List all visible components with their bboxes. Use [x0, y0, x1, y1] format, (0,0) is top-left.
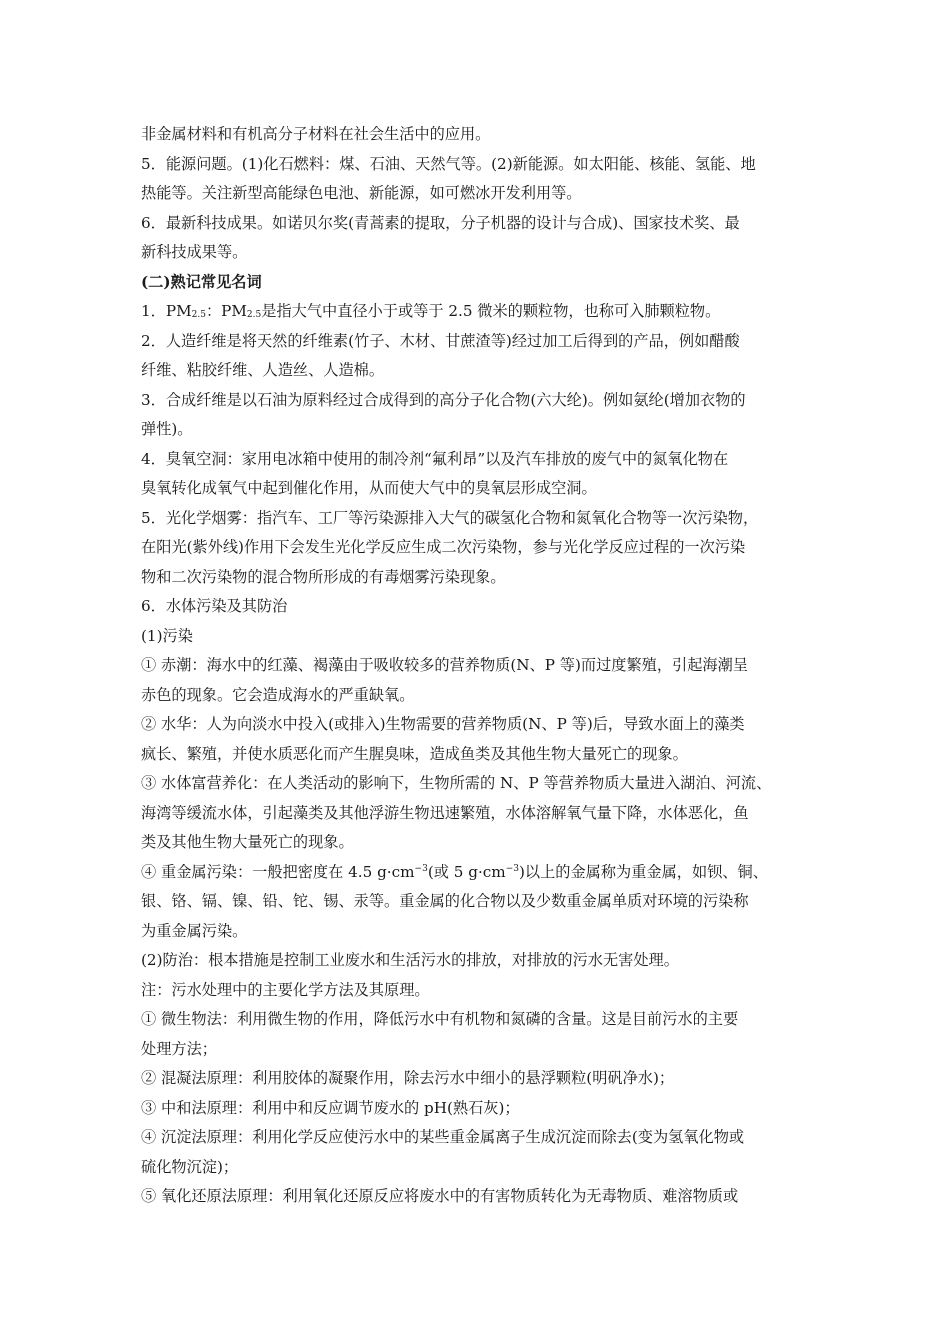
text-line: 弹性)。: [141, 420, 193, 438]
text-line: ③ 水体富营养化：在人类活动的影响下，生物所需的 N、P 等营养物质大量进入湖泊、河流、: [141, 774, 772, 792]
text-line: ① 微生物法：利用微生物的作用，降低污水中有机物和氮磷的含量。这是目前污水的主要: [141, 1010, 739, 1028]
text-line: ② 混凝法原理：利用胶体的凝聚作用，除去污水中细小的悬浮颗粒(明矾净水)；: [141, 1069, 675, 1087]
pm25-definition: 是指大气中直径小于或等于 2.5 微米的颗粒物，也称可入肺颗粒物。: [261, 302, 721, 320]
heavy-metal-line: [141, 858, 831, 888]
text-line: ④ 沉淀法原理：利用化学反应使污水中的某些重金属离子生成沉淀而除去(变为氢氧化物或: [141, 1128, 745, 1146]
text-line: 3．合成纤维是以石油为原料经过合成得到的高分子化合物(六大纶)。例如氨纶(增加衣物的: [141, 390, 746, 409]
text-line: 注：污水处理中的主要化学方法及其原理。: [141, 980, 430, 999]
text-line: 赤色的现象。它会造成海水的严重缺氧。: [141, 685, 415, 704]
text-line: 4．臭氧空洞：家用电冰箱中使用的制冷剂“氟利昂”以及汽车排放的废气中的氮氧化物在: [141, 449, 729, 468]
text-line: 为重金属污染。: [141, 921, 248, 940]
heavy-metal-text: ④ 重金属污染：一般把密度在 4.5 g·cm: [141, 862, 415, 881]
text-line: 海湾等缓流水体，引起藻类及其他浮游生物迅速繁殖，水体溶解氧气量下降，水体恶化，鱼: [141, 803, 749, 822]
text-line: 物和二次污染物的混合物所形成的有毒烟雾污染现象。: [141, 567, 506, 586]
text-line: 6．水体污染及其防治: [141, 597, 288, 615]
text-line: 6．最新科技成果。如诺贝尔奖(青蒿素的提取，分子机器的设计与合成)、国家技术奖、最: [141, 213, 740, 232]
pm25-colon: ：PM: [205, 302, 247, 320]
pm25-subscript: 2.5: [246, 310, 262, 320]
text-line: 5．能源问题。(1)化石燃料：煤、石油、天然气等。(2)新能源。如太阳能、核能、氢能、地: [141, 154, 756, 173]
text-line: 2．人造纤维是将天然的纤维素(竹子、木材、甘蔗渣等)经过加工后得到的产品，例如醋酸: [141, 331, 740, 350]
text-line: 银、铬、镉、镍、铅、铊、锡、汞等。重金属的化合物以及少数重金属单质对环境的污染称: [141, 892, 749, 910]
text-line: 新科技成果等。: [141, 243, 248, 261]
heavy-metal-text: (或 5 g·cm: [427, 862, 506, 881]
density-exponent: −3: [414, 863, 428, 874]
density-exponent: −3: [505, 863, 519, 874]
text-line: 疯长、繁殖，并使水质恶化而产生腥臭味，造成鱼类及其他生物大量死亡的现象。: [141, 744, 688, 763]
pm25-line: [141, 297, 831, 327]
text-line: 类及其他生物大量死亡的现象。: [141, 833, 354, 851]
text-line: ⑤ 氧化还原法原理：利用氧化还原反应将废水中的有害物质转化为无毒物质、难溶物质或: [141, 1187, 739, 1205]
pm25-number: 1．PM: [141, 302, 192, 320]
pm25-subscript: 2.5: [191, 310, 206, 320]
text-line: 在阳光(紫外线)作用下会发生光化学反应生成二次污染物，参与光化学反应过程的一次污染: [141, 538, 746, 556]
text-line: ② 水华：人为向淡水中投入(或排入)生物需要的营养物质(N、P 等)后，导致水面上的藻类: [141, 715, 745, 733]
text-line: 热能等。关注新型高能绿色电池、新能源，如可燃冰开发利用等。: [141, 184, 582, 202]
text-line: (1)污染: [141, 626, 193, 645]
text-line: 纤维、粘胶纤维、人造丝、人造棉。: [141, 361, 384, 379]
document-page: [141, 120, 831, 1212]
text-line: 非金属材料和有机高分子材料在社会生活中的应用。: [141, 125, 491, 143]
text-line: 处理方法；: [141, 1039, 217, 1058]
text-line: 硫化物沉淀)；: [141, 1157, 239, 1176]
text-line: ① 赤潮：海水中的红藻、褐藻由于吸收较多的营养物质(N、P 等)而过度繁殖，引起海潮呈: [141, 656, 748, 674]
text-line: 5．光化学烟雾：指汽车、工厂等污染源排入大气的碳氢化合物和氮氧化合物等一次污染物，: [141, 508, 759, 527]
section-heading: (二)熟记常见名词: [141, 272, 262, 291]
text-line: ③ 中和法原理：利用中和反应调节废水的 pH(熟石灰)；: [141, 1098, 520, 1117]
text-line: (2)防治：根本措施是控制工业废水和生活污水的排放，对排放的污水无害处理。: [141, 951, 679, 969]
heavy-metal-text: )以上的金属称为重金属，如钡、铜、: [518, 862, 768, 881]
text-line: 臭氧转化成氧气中起到催化作用，从而使大气中的臭氧层形成空洞。: [141, 479, 597, 497]
